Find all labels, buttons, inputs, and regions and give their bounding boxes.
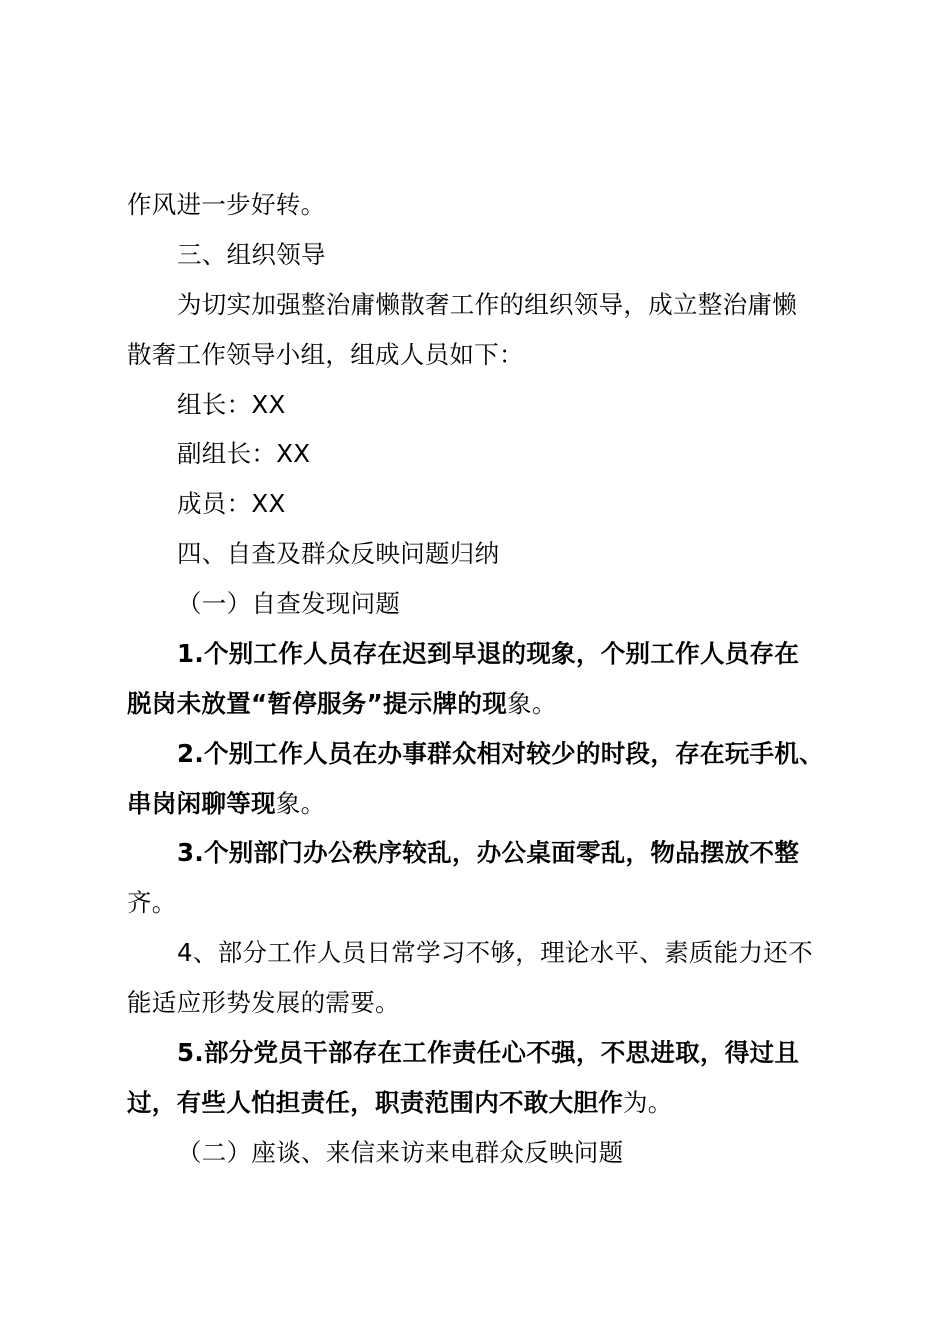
bold-text: 2.个别工作人员在办事群众相对较少的时段，存在玩手机、 xyxy=(177,739,824,768)
line-text: 组长：XX xyxy=(177,390,286,419)
paragraph-line xyxy=(127,340,524,370)
bold-text: 串岗闲聊等现 xyxy=(127,789,276,818)
line-text: 四、自查及群众反映问题归纳 xyxy=(177,539,500,568)
paragraph-line xyxy=(127,190,325,220)
normal-text: 象。 xyxy=(507,689,557,718)
subsection-heading-self-check xyxy=(177,589,400,619)
deputy-leader-line xyxy=(177,439,310,469)
subsection-heading-public-feedback xyxy=(177,1138,623,1168)
problem-item-1 xyxy=(177,639,799,669)
problem-item-3 xyxy=(177,838,799,868)
line-text: 副组长：XX xyxy=(177,439,311,468)
line-text: 三、组织领导 xyxy=(177,240,326,269)
leader-line xyxy=(177,390,286,420)
line-text: 齐。 xyxy=(127,888,177,917)
normal-text: 象。 xyxy=(275,789,326,818)
problem-item-3-cont xyxy=(127,888,177,918)
members-line xyxy=(177,489,286,519)
bold-text: 脱岗未放置“暂停服务”提示牌的现 xyxy=(127,689,508,718)
bold-text: 5.部分党员干部存在工作责任心不强，不思进取，得过且 xyxy=(177,1038,800,1067)
bold-text: 1.个别工作人员存在迟到早退的现象，个别工作人员存在 xyxy=(177,639,800,668)
problem-item-2 xyxy=(177,739,824,769)
section-heading-organization xyxy=(177,240,326,270)
line-text: （一）自查发现问题 xyxy=(177,589,401,618)
problem-item-2-cont xyxy=(127,789,325,819)
line-text: 为切实加强整治庸懒散奢工作的组织领导，成立整治庸懒 xyxy=(177,290,797,319)
bold-text: 过，有些人怕担责任，职责范围内不敢大胆作 xyxy=(127,1088,623,1117)
section-heading-problems xyxy=(177,539,499,569)
line-text: 散奢工作领导小组，组成人员如下： xyxy=(127,340,524,369)
bold-text: 3.个别部门办公秩序较乱，办公桌面零乱，物品摆放不整 xyxy=(177,838,800,867)
problem-item-5 xyxy=(177,1038,799,1068)
line-text: 成员：XX xyxy=(177,489,286,518)
line-text: 作风进一步好转。 xyxy=(127,190,326,219)
problem-item-1-cont xyxy=(127,689,557,719)
line-text: （二）座谈、来信来访来电群众反映问题 xyxy=(177,1138,624,1167)
problem-item-4 xyxy=(177,938,813,968)
paragraph-line xyxy=(177,290,797,320)
normal-text: 为。 xyxy=(623,1088,673,1117)
problem-item-4-cont xyxy=(127,988,400,1018)
line-text: 能适应形势发展的需要。 xyxy=(127,988,400,1017)
line-text: 4、部分工作人员日常学习不够，理论水平、素质能力还不 xyxy=(177,938,813,967)
problem-item-5-cont xyxy=(127,1088,673,1118)
